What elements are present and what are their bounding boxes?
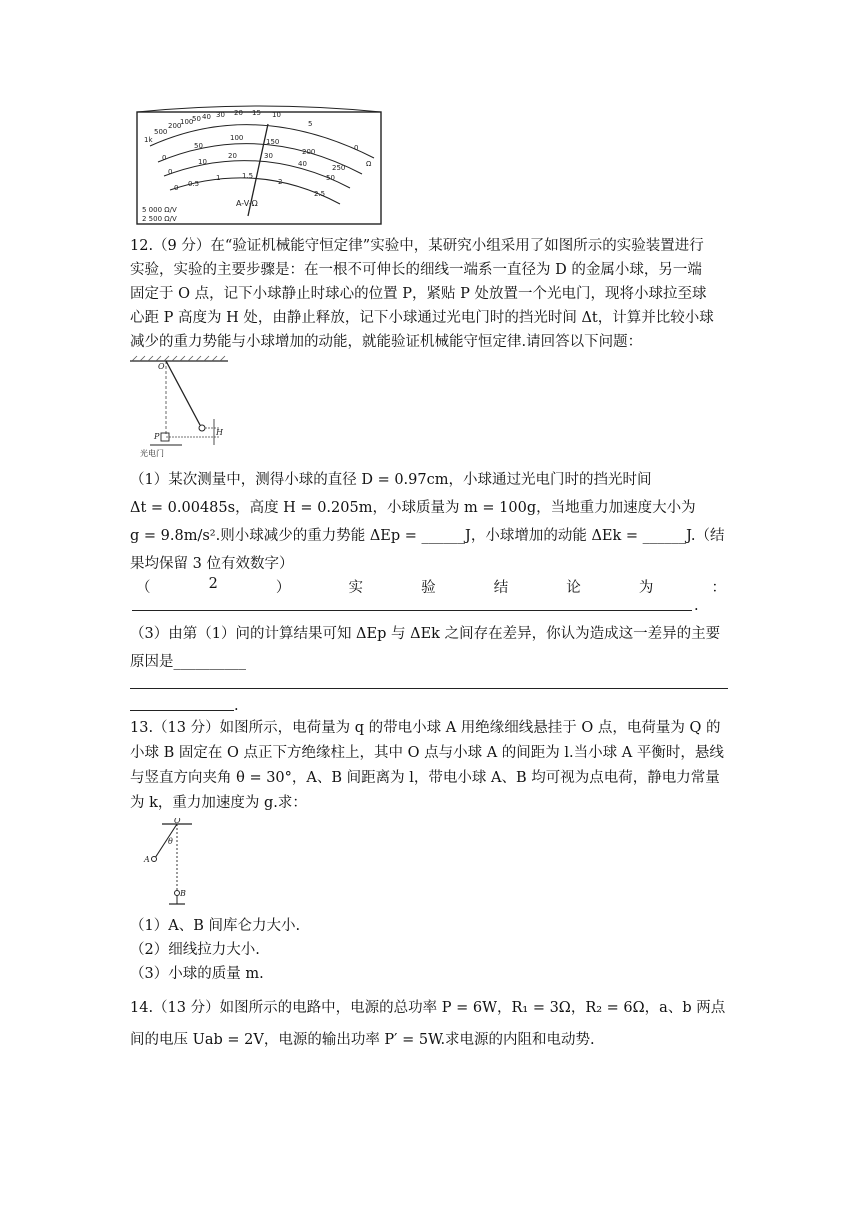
point-o-label: O	[174, 818, 181, 825]
charged-balls-figure	[140, 818, 200, 910]
dc-scale-label: 100	[230, 134, 244, 142]
ohm-scale-label: 20	[234, 109, 243, 117]
q12-part2	[136, 576, 726, 597]
point-o-label: O	[158, 362, 165, 371]
ohm-scale-label: 40	[202, 113, 211, 121]
part3-end-period: .	[234, 698, 239, 714]
text-line: 减少的重力势能与小球增加的动能，就能验证机械能守恒定律.请回答以下问题：	[130, 334, 643, 350]
q12-intro	[130, 234, 730, 354]
q13-question-1: （1）A、B 间库仑力大小.	[130, 918, 301, 934]
text-line: 间的电压 Uab = 2V，电源的输出功率 P′ = 5W.求电源的内阻和电动势.	[130, 1032, 595, 1048]
text-line: （1）某次测量中，测得小球的直径 D = 0.97cm，小球通过光电门时的挡光时间	[130, 472, 652, 488]
text-line: Δt = 0.00485s，高度 H = 0.205m，小球质量为 m = 100g，当地重力加速度大小为	[130, 500, 696, 516]
text-line: 实验，实验的主要步骤是：在一根不可伸长的细线一端系一直径为 D 的金属小球，另一端	[130, 262, 702, 278]
height-h-label: H	[216, 428, 223, 437]
ac-scale-label: 1.5	[242, 172, 254, 180]
text-line: 12.（9 分）在“验证机械能守恒定律”实验中，某研究小组采用了如图所示的实验装置进行	[130, 238, 704, 254]
mid-scale-label: 50	[326, 174, 335, 182]
part2-token: 2	[208, 576, 218, 592]
q13-intro	[130, 716, 730, 816]
ohm-scale-label: 100	[180, 118, 194, 126]
ohm-scale-label: 5	[308, 120, 313, 128]
mid-scale-label: 10	[198, 158, 207, 166]
ac-scale-label: 2.5	[314, 190, 326, 198]
mid-scale-label: 0	[168, 168, 173, 176]
part2-end-period: .	[694, 598, 699, 614]
ac-scale-label: 0	[174, 184, 179, 192]
mid-scale-label: 40	[298, 160, 307, 168]
mid-scale-label: 20	[228, 152, 237, 160]
multimeter-dial-figure	[136, 104, 384, 226]
ball-a-label: A	[144, 855, 150, 864]
text-line: 与竖直方向夹角 θ = 30°，A、B 间距离为 l，带电小球 A、B 均可视为点电荷，静电力常量	[130, 770, 720, 786]
q13-question-3: （3）小球的质量 m.	[130, 966, 264, 982]
ohm-scale-label: 200	[168, 122, 182, 130]
part2-token: （	[136, 580, 151, 596]
ohm-scale-label: 30	[216, 111, 225, 119]
ac-scale-label: 1	[216, 174, 221, 182]
ohm-scale-label: 15	[252, 109, 261, 117]
point-p-label: P	[154, 432, 160, 441]
ohm-scale-label: 0	[354, 144, 359, 152]
part2-token: 论	[566, 580, 581, 596]
angle-theta-label: θ	[168, 837, 173, 846]
q12-part3	[130, 620, 730, 676]
ball-b-label: B	[180, 889, 186, 898]
q14-text	[130, 992, 730, 1056]
answer-blank-line	[132, 610, 692, 611]
text-line: 心距 P 高度为 H 处，由静止释放，记下小球通过光电门时的挡光时间 Δt，计算并比较小球	[130, 310, 714, 326]
part2-token: 结	[493, 580, 509, 596]
meter-center-label: A-V-Ω	[236, 199, 258, 208]
ohm-scale-label: 500	[154, 128, 168, 136]
text-line: 果均保留 3 位有效数字）	[130, 556, 294, 572]
pendulum-apparatus-figure	[128, 355, 238, 460]
text-line: 原因是__________	[130, 654, 246, 670]
text-line: 固定于 O 点，记下小球静止时球心的位置 P，紧贴 P 处放置一个光电门，现将小球拉至球	[130, 286, 707, 302]
ohm-scale-label: Ω	[366, 160, 372, 168]
mid-scale-label: 30	[264, 152, 273, 160]
text-line: 14.（13 分）如图所示的电路中，电源的总功率 P = 6W，R₁ = 3Ω，R₂ = 6Ω，a、b 两点	[130, 1000, 726, 1016]
photogate-label: 光电门	[140, 449, 164, 458]
part2-token: 验	[421, 580, 436, 596]
dc-scale-label: 0	[162, 154, 167, 162]
dc-scale-label: 250	[332, 164, 346, 172]
dc-scale-label: 150	[266, 138, 280, 146]
part2-token: 为	[638, 580, 654, 596]
dc-scale-label: 50	[194, 142, 203, 150]
ohm-scale-label: 50	[192, 115, 201, 123]
q12-part1	[130, 466, 730, 578]
meter-sensitivity-1: 5 000 Ω/V	[142, 206, 177, 214]
ac-scale-label: 0.5	[188, 180, 200, 188]
text-line: 13.（13 分）如图所示，电荷量为 q 的带电小球 A 用绝缘细线悬挂于 O 点，电荷量为 Q 的	[130, 720, 721, 736]
text-line: 小球 B 固定在 O 点正下方绝缘柱上，其中 O 点与小球 A 的间距为 l.当小球 A 平衡时，悬线	[130, 745, 724, 761]
ohm-scale-label: 1k	[144, 136, 153, 144]
part2-token: ）	[275, 580, 291, 596]
dc-scale-label: 200	[302, 148, 316, 156]
text-line: （3）由第（1）问的计算结果可知 ΔEp 与 ΔEk 之间存在差异，你认为造成这一差异的主要	[130, 626, 721, 642]
answer-blank-line	[130, 688, 728, 689]
meter-sensitivity-2: 2 500 Ω/V	[142, 215, 177, 223]
text-line: g = 9.8m/s².则小球减少的重力势能 ΔEp = ______J，小球增加的动能 ΔEk = ______J.（结	[130, 528, 725, 544]
ohm-scale-label: 10	[272, 111, 281, 119]
ac-scale-label: 2	[278, 178, 283, 186]
part2-token: ：	[711, 580, 726, 596]
answer-blank-line	[130, 710, 234, 711]
part2-token: 实	[348, 580, 364, 596]
q13-question-2: （2）细线拉力大小.	[130, 942, 260, 958]
text-line: 为 k，重力加速度为 g.求：	[130, 795, 307, 811]
